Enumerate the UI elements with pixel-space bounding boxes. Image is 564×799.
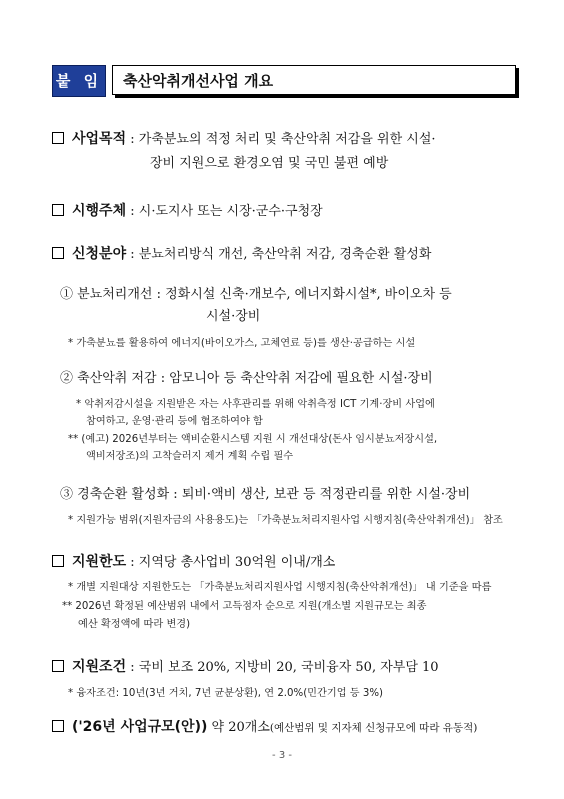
purpose-label: 사업목적	[72, 131, 127, 147]
executor-sep: :	[126, 204, 139, 219]
application-item-1-line-2: 시설·장비	[206, 309, 261, 324]
application-item-2-note-3: ** (예고) 2026년부터는 액비순환시스템 지원 시 개선대상(돈사 임시분뇨저장시설,	[68, 434, 438, 445]
checkbox-square-icon	[52, 555, 64, 567]
purpose-sep: :	[126, 132, 139, 147]
application-item-3-note-1: * 지원가능 범위(지원자금의 사용용도)는 「가축분뇨처리지원사업 시행지침(축산악취개선)」 참조	[68, 515, 503, 526]
conditions-text: 국비 보조 20%, 지방비 20, 국비융자 50, 자부담 10	[138, 660, 439, 675]
limit-text: 지역당 총사업비 30억원 이내/개소	[138, 555, 336, 570]
conditions-sep: :	[126, 660, 139, 675]
limit-sep: :	[126, 555, 139, 570]
conditions-label: 지원조건	[72, 659, 127, 675]
title-box	[112, 65, 516, 95]
purpose-line-2: 장비 지원으로 환경오염 및 국민 불편 예방	[150, 156, 389, 171]
application-label: 신청분야	[72, 246, 127, 262]
conditions-note-1: * 융자조건: 10년(3년 거치, 7년 균분상환), 연 2.0%(민간기업 등 3%)	[68, 688, 383, 699]
application-item-2-note-1: * 악취저감시설을 지원받은 자는 사후관리를 위해 악취측정 ICT 기계·장비 사업에	[76, 399, 435, 410]
scale-label: ('26년 사업규모(안))	[72, 719, 208, 735]
application-text: 분뇨처리방식 개선, 축산악취 저감, 경축순환 활성화	[138, 247, 432, 262]
purpose-text-1: 가축분뇨의 적정 처리 및 축산악취 저감을 위한 시설·	[138, 132, 436, 147]
scale-note: (예산범위 및 지자체 신청규모에 따라 유동적)	[269, 722, 478, 734]
attachment-badge: 붙 임	[52, 65, 106, 97]
application-sep: :	[126, 247, 139, 262]
limit-note-1: * 개별 지원대상 지원한도는 「가축분뇨처리지원사업 시행지침(축산악취개선)」 내 기준을 따름	[68, 582, 492, 593]
checkbox-square-icon	[52, 660, 64, 672]
executor-text: 시·도지사 또는 시장·군수·구청장	[138, 204, 323, 219]
executor-label: 시행주체	[72, 203, 127, 219]
conditions-line	[52, 656, 439, 676]
application-item-2-line-1: ② 축산악취 저감 : 암모니아 등 축산악취 저감에 필요한 시설·장비	[60, 371, 433, 386]
application-item-2-note-2: 참여하고, 운영·관리 등에 협조하여야 함	[86, 416, 263, 427]
header	[52, 65, 514, 97]
application-line	[52, 243, 431, 263]
scale-text: 약 20개소	[207, 720, 270, 735]
limit-note-3: 예산 확정액에 따라 변경)	[78, 619, 191, 630]
limit-line	[52, 551, 335, 571]
checkbox-square-icon	[52, 720, 64, 732]
purpose-line-1	[52, 128, 436, 148]
limit-label: 지원한도	[72, 554, 127, 570]
application-item-3-line-1: ③ 경축순환 활성화 : 퇴비·액비 생산, 보관 등 적정관리를 위한 시설·장비	[60, 487, 471, 502]
application-item-1-line-1: ① 분뇨처리개선 : 정화시설 신축·개보수, 에너지화시설*, 바이오차 등	[60, 287, 452, 302]
limit-note-2: ** 2026년 확정된 예산범위 내에서 고득점자 순으로 지원(개소별 지원규모는 최종	[62, 601, 427, 612]
scale-line	[52, 716, 477, 736]
application-item-2-note-4: 액비저장조)의 고착슬러지 제거 계획 수립 필수	[86, 451, 294, 462]
application-item-1-note-1: * 가축분뇨를 활용하여 에너지(바이오가스, 고체연료 등)를 생산·공급하는 시설	[68, 338, 416, 349]
executor-line	[52, 200, 323, 220]
page-title: 축산악취개선사업 개요	[123, 72, 274, 90]
checkbox-square-icon	[52, 247, 64, 259]
checkbox-square-icon	[52, 204, 64, 216]
checkbox-square-icon	[52, 132, 64, 144]
page-number: - 3 -	[272, 750, 292, 761]
